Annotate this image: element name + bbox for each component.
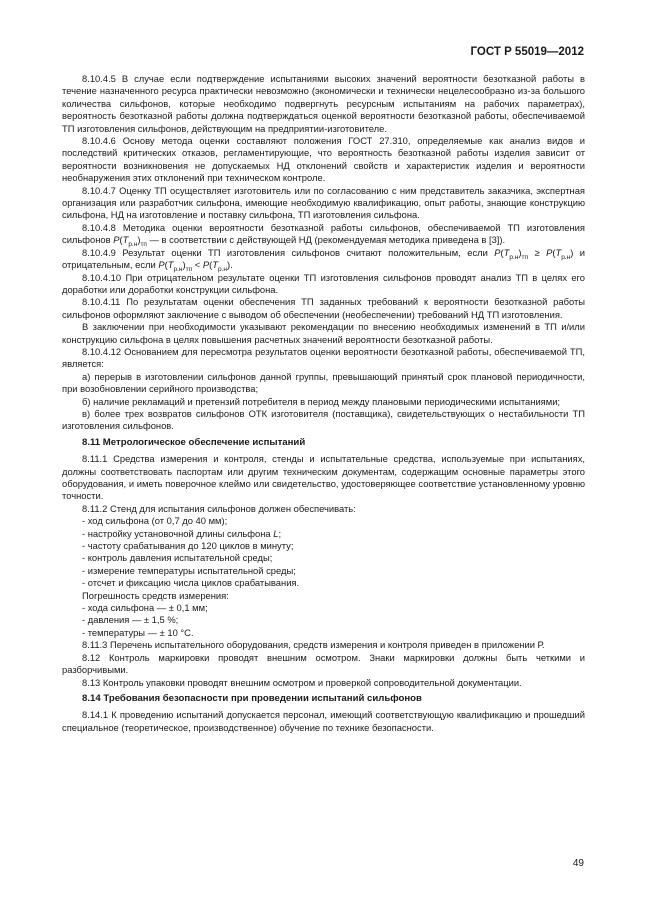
formula-sub: тп (521, 253, 529, 261)
formula-sub: тп (185, 265, 193, 273)
paragraph-8-10-4-5: 8.10.4.5 В случае если подтверждение испытаниями высоких значений вероятности безотказной работы в течение назначенного ресурса практически невозможно (экономически и технически нецелесообразно из-за большого количества сильфонов, которые необходимо подвергнуть ресурсным испытаниям на рабочих параметрах), вероятность безотказной работы должна подтверждаться оценкой вероятности безотказной работы, обеспечиваемой ТП изготовления сильфонов, действующим на предприятии-изготовителе. (62, 73, 585, 134)
formula-T: T (503, 246, 510, 258)
paragraph-accuracy: Погрешность средств измерения: (82, 589, 229, 601)
paragraph-8-13: 8.13 Контроль упаковки проводят внешним осмотром и проверкой сопроводительной документации. (82, 676, 522, 688)
list-item: - температуры — ± 10 °С. (82, 626, 194, 638)
formula-P: P (494, 246, 501, 258)
formula-sub: р.н (561, 253, 571, 261)
paragraph-item-b: б) наличие рекламаций и претензий потребителя в период между плановыми периодическими испытаниями; (82, 395, 561, 407)
formula-sub: р.н (217, 265, 227, 273)
formula-T: T (167, 259, 174, 271)
page-number: 49 (572, 858, 584, 869)
formula-op: < (192, 259, 203, 271)
paragraph-item-v: в) более трех возвратов сильфонов ОТК изготовителя (поставщика), свидетельствующих о нестабильности ТП изготовления сильфонов. (62, 407, 585, 432)
paragraph-conclusion: В заключении при необходимости указывают рекомендации по внесению необходимых изменений в ТП и/или конструкцию сильфона в целях повышения расчетных значений вероятности безотказной работы. (62, 321, 585, 345)
paragraph-8-10-4-6: 8.10.4.6 Основу метода оценки составляют положения ГОСТ 27.310, определяемые как анализ видов и последствий критических отказов, регламентирующие, что вероятность безотказной работы изделия зависит от вероятности возникновения не допускаемых НД отклонений свойств и характеристик изделия и вероятности необнаружения этих отклонений при техническом контроле. (62, 135, 585, 184)
text-segment: — в соответствии с действующей НД (рекомендуемая методика приведена в [3]). (146, 234, 506, 246)
list-item: - ход сильфона (от 0,7 до 40 мм); (82, 515, 228, 527)
list-item: - контроль давления испытательной среды; (82, 552, 273, 564)
formula-P: P (158, 259, 165, 271)
list-item: - отсчет и фиксацию числа циклов срабатывания. (82, 577, 300, 589)
accuracy-list (62, 602, 585, 639)
section-heading-8-11: 8.11 Метрологическое обеспечение испытаний (82, 436, 306, 448)
list-item: - измерение температуры испытательной среды; (82, 564, 296, 576)
paragraph-8-10-4-10: 8.10.4.10 При отрицательном результате оценки ТП изготовления сильфонов проводят анализ ТП в целях его доработки или доработки конструкции сильфона. (62, 271, 585, 295)
text-segment: ; (278, 527, 282, 539)
text-segment: 8.10.4.8 Методика оценки вероятности безотказной работы сильфонов, обеспечиваемой ТП изготовления сильфонов (62, 221, 585, 246)
paragraph-8-10-4-9: 8.10.4.9 Результат оценки ТП изготовления сильфонов считают положительным, если $P(T_{р.н})_{тп} \ge P(T_{р.н})$ и отрицательным, если $P(T_{р.н})_{тп} < P(T_{р.н})$. (62, 246, 585, 273)
formula-sub: р.н (173, 265, 183, 273)
paragraph-8-11-3: 8.11.3 Перечень испытательного оборудования, средств измерения и контроля приведен в приложении Р. (82, 639, 545, 651)
document-header: ГОСТ Р 55019—2012 (470, 46, 584, 58)
paragraph-8-11-1: 8.11.1 Средства измерения и контроля, стенды и испытательные средства, используемые при испытаниях, должны соответствовать паспортам или другим техническим документам, содержащим основные параметры этого оборудования, и иметь поверочное клеймо или свидетельство, удостоверяющее соответствие установленному уровню точности. (62, 453, 585, 502)
paragraph-8-12: 8.12 Контроль маркировки проводят внешним осмотром. Знаки маркировки должны быть четкими и разборчивыми. (62, 651, 585, 676)
text-segment: 8.10.4.9 Результат оценки ТП изготовления сильфонов считают положительным, если (82, 246, 495, 258)
paragraph-8-11-2: 8.11.2 Стенд для испытания сильфонов должен обеспечивать: (82, 502, 356, 514)
formula-L: L (273, 527, 279, 539)
list-item: - хода сильфона — ± 0,1 мм; (82, 602, 208, 614)
list-item: - частоту срабатывания до 120 циклов в минуту; (82, 540, 294, 552)
document-body (62, 73, 585, 734)
paragraph-8-10-4-11: 8.10.4.11 По результатам оценки обеспечения ТП заданных требований к вероятности безотказной работы сильфонов оформляют заключение с выводом об обеспечении (необеспечении) требований НД ТП изготовления. (62, 296, 585, 320)
formula-T: T (212, 259, 218, 271)
paragraph-8-10-4-7: 8.10.4.7 Оценку ТП осуществляет изготовитель или по согласованию с ним представитель заказчика, экспертная организация или разработчик сильфона, имеющие необходимую квалификацию, опыт работы, знающие конструкцию сильфона, НД на изготовление и поставку сильфона, ТП изготовления сильфона. (62, 184, 585, 221)
formula-P: P (113, 234, 120, 246)
section-heading-8-14: 8.14 Требования безопасности при проведении испытаний сильфонов (82, 692, 422, 704)
formula-T: T (555, 246, 562, 258)
formula-sub: р.н (509, 253, 519, 261)
text-segment: - настройку установочной длины сильфона (82, 527, 274, 539)
formula-sub: р.н (128, 241, 138, 249)
list-item: - давления — ± 1,5 %; (82, 614, 179, 626)
list-item (62, 528, 585, 540)
text-segment: и отрицательным, если (62, 246, 585, 271)
paragraph-8-10-4-8: 8.10.4.8 Методика оценки вероятности безотказной работы сильфонов, обеспечиваемой ТП изготовления сильфонов $P(T_{р.н})_{тп}$ — в соответствии с действующей НД (рекомендуемая методика приведена в [3]). (62, 221, 585, 249)
formula-sub: тп (140, 241, 147, 249)
formula-op: ≥ (528, 246, 547, 258)
formula-P: P (202, 259, 210, 271)
paragraph-8-14-1: 8.14.1 К проведению испытаний допускается персонал, имеющий соответствующую квалификацию и прошедший специальное (теоретическое, производственное) обучение по технике безопасности. (62, 709, 585, 733)
paragraph-8-10-4-12: 8.10.4.12 Основанием для пересмотра результатов оценки вероятности безотказной работы, обеспечиваемой ТП, является: (62, 345, 585, 370)
paragraph-item-a: а) перерыв в изготовлении сильфонов данной группы, превышающий принятый срок плановой периодичности, при возобновлении серийного производства; (62, 370, 585, 395)
formula-P: P (546, 246, 553, 258)
stand-requirements-list (62, 515, 585, 589)
formula-T: T (122, 234, 129, 246)
